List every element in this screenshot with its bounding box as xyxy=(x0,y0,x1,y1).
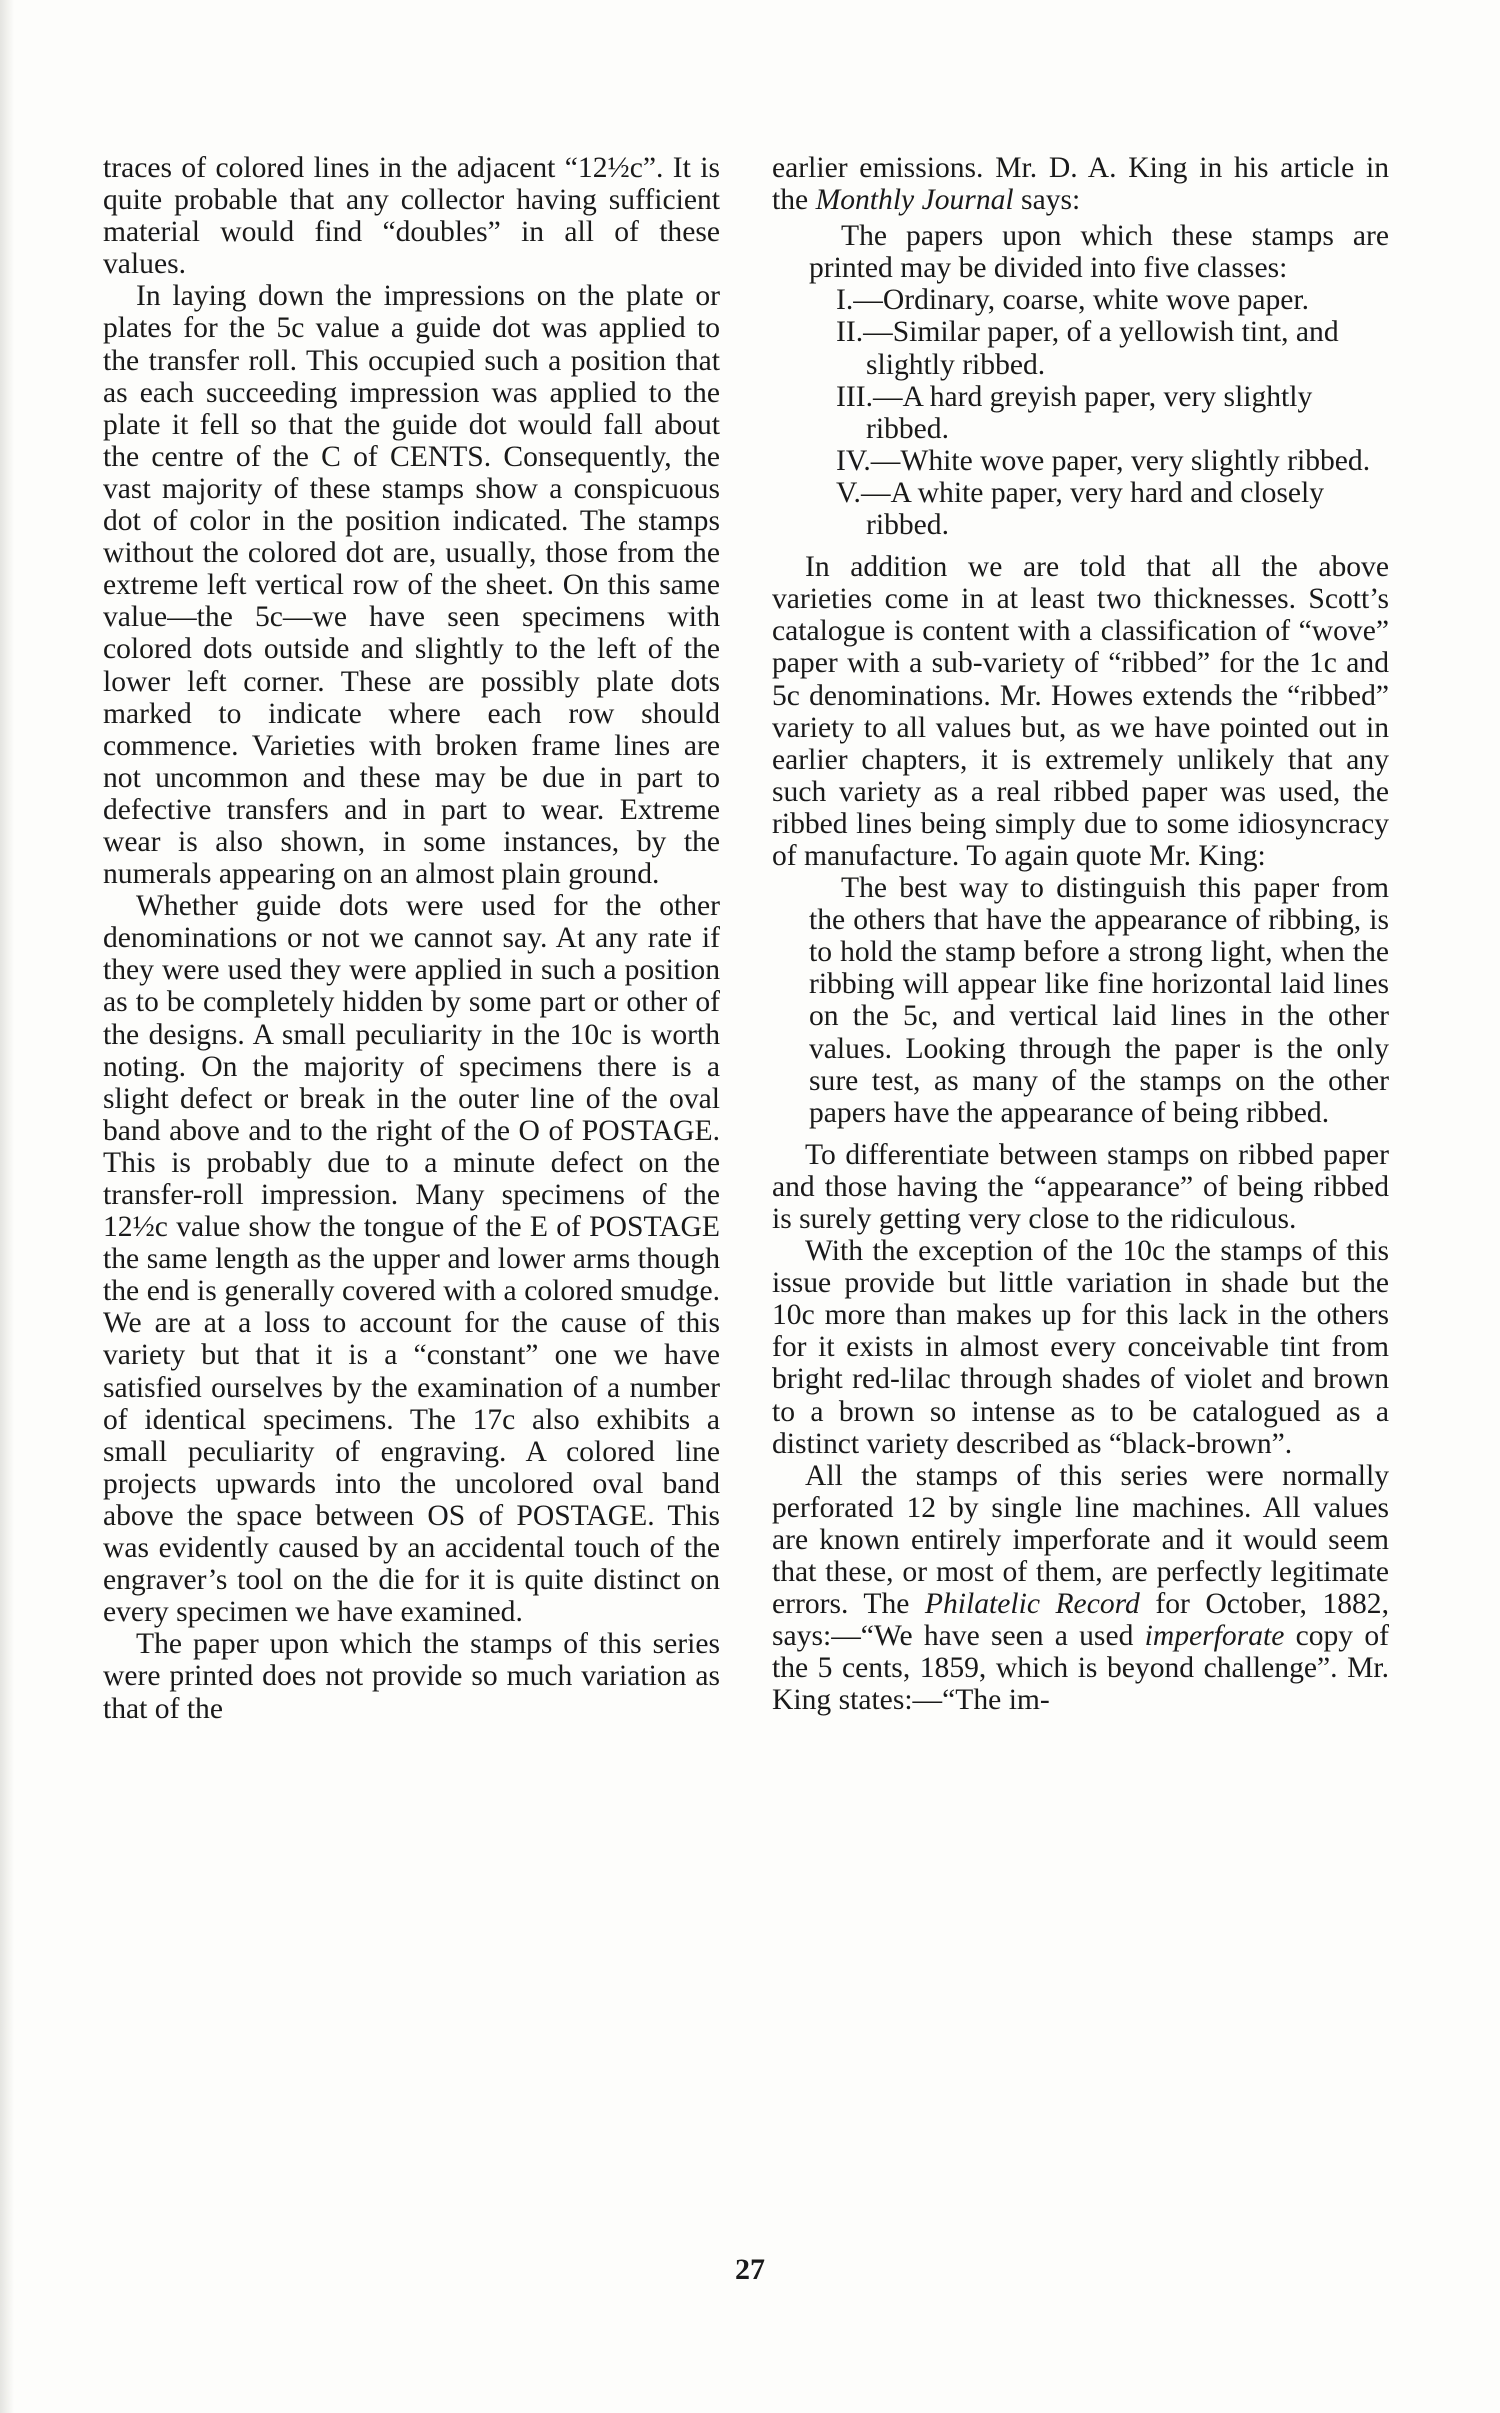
quote-best-way: The best way to distinguish this paper from the others that have the appearance of ribbing, is to hold the stamp before a strong light, when the ribbing will appear like fine horizontal laid lines on the 5c, and vertical laid lines in the other values. Looking through the paper is the only sure test, as many of the stamps on the other papers have the appearance of being ribbed. xyxy=(809,872,1389,1129)
paper-class-3: III.—A hard greyish paper, very slightly ribbed. xyxy=(836,380,1313,445)
king-quote-classes xyxy=(772,220,1389,541)
imperforate-word: imperforate xyxy=(1144,1620,1285,1653)
intro-text-after: says: xyxy=(1013,184,1081,217)
quote-lead: The papers upon which these stamps are printed may be divided into five classes: xyxy=(809,220,1389,285)
perf-text-middle: for October, 1882, says:—“We have seen a used xyxy=(772,1588,1389,1653)
philatelic-record-title: Philatelic Record xyxy=(924,1588,1140,1621)
perf-text-after: copy of the 5 cents, 1859, which is beyond challenge”. Mr. King states:—“The im- xyxy=(772,1620,1389,1717)
paper-class-5: V.—A white paper, very hard and closely ribbed. xyxy=(836,476,1325,542)
left-column xyxy=(103,152,720,1725)
paragraph-perforation xyxy=(772,1460,1389,1717)
page-number: 27 xyxy=(735,2253,765,2286)
king-quote-ribbing xyxy=(772,872,1389,1129)
paper-class-4: IV.—White wove paper, very slightly ribbed. xyxy=(836,444,1371,477)
paragraph-in-addition: In addition we are told that all the above varieties come in at least two thicknesses. Scott’s catalogue is content with a classification of “wove” paper with a sub-variety of “ribbed” for the 1c and 5c denominations. Mr. Howes extends the “ribbed” variety to all values but, as we have pointed out in earlier chapters, it is extremely unlikely that any such variety as a real ribbed paper was used, the ribbed lines being simply due to some idiosyncracy of manufacture. To again quote Mr. King: xyxy=(772,551,1389,872)
perf-text-before: All the stamps of this series were normally perforated 12 by single line machines. All values are known entirely imperforate and it would seem that these, or most of them, are perfectly legitimate errors. The xyxy=(772,1459,1389,1621)
paragraph-earlier-emissions xyxy=(772,152,1389,216)
spacer xyxy=(772,541,1389,551)
paragraph-differentiate: To differentiate between stamps on ribbed paper and those having the “appearance” of being ribbed is surely getting very close to the ridiculous. xyxy=(772,1138,1389,1235)
intro-text-before: earlier emissions. Mr. D. A. King in his article in the xyxy=(772,152,1389,217)
paragraph-other-denominations: Whether guide dots were used for the other denominations or not we cannot say. At any rate if they were used they were applied in such a position as to be completely hidden by some part or other of the designs. A small peculiarity in the 10c is worth noting. On the majority of specimens there is a slight defect or break in the outer line of the oval band above and to the right of the O of POSTAGE. This is probably due to a minute defect on the transfer-roll impression. Many specimens of the 12½c value show the tongue of the E of POSTAGE the same length as the upper and lower arms though the end is generally covered with a colored smudge. We are at a loss to account for the cause of this variety but that it is a “constant” one we have satisfied ourselves by the examination of a number of identical specimens. The 17c also exhibits a small peculiarity of engraving. A colored line projects upwards into the uncolored oval band above the space between OS of POSTAGE. This was evidently caused by an accidental touch of the engraver’s tool on the die for it is quite distinct on every specimen we have examined. xyxy=(103,890,720,1629)
paragraph-exception-10c: With the exception of the 10c the stamps of this issue provide but little variation in shade but the 10c more than makes up for this lack in the others for it exists in almost every conceivable tint from bright red-lilac through shades of violet and brown to a brown so intense as to be catalogued as a distinct variety described as “black-brown”. xyxy=(772,1235,1389,1460)
paper-class-1: I.—Ordinary, coarse, white wove paper. xyxy=(836,284,1310,317)
monthly-journal-title: Monthly Journal xyxy=(815,184,1014,217)
spacer xyxy=(772,1129,1389,1139)
paragraph-paper: The paper upon which the stamps of this series were printed does not provide so much variation as that of the xyxy=(103,1628,720,1725)
right-column xyxy=(772,152,1389,1717)
paper-class-2: II.—Similar paper, of a yellowish tint, and slightly ribbed. xyxy=(836,316,1339,381)
scan-edge xyxy=(0,0,14,2413)
paragraph-traces: traces of colored lines in the adjacent “12½c”. It is quite probable that any collector having sufficient material would find “doubles” in all of these values. xyxy=(103,152,720,281)
paragraph-guide-dots: In laying down the impressions on the plate or plates for the 5c value a guide dot was applied to the transfer roll. This occupied such a position that as each succeeding impression was applied to the plate it fell so that the guide dot would fall about the centre of the C of CENTS. Consequently, the vast majority of these stamps show a conspicuous dot of color in the position indicated. The stamps without the colored dot are, usually, those from the extreme left vertical row of the sheet. On this same value—the 5c—we have seen specimens with colored dots outside and slightly to the left of the lower left corner. These are possibly plate dots marked to indicate where each row should commence. Varieties with broken frame lines are not uncommon and these may be due in part to defective transfers and in part to wear. Extreme wear is also shown, in some instances, by the numerals appearing on an almost plain ground. xyxy=(103,280,720,891)
